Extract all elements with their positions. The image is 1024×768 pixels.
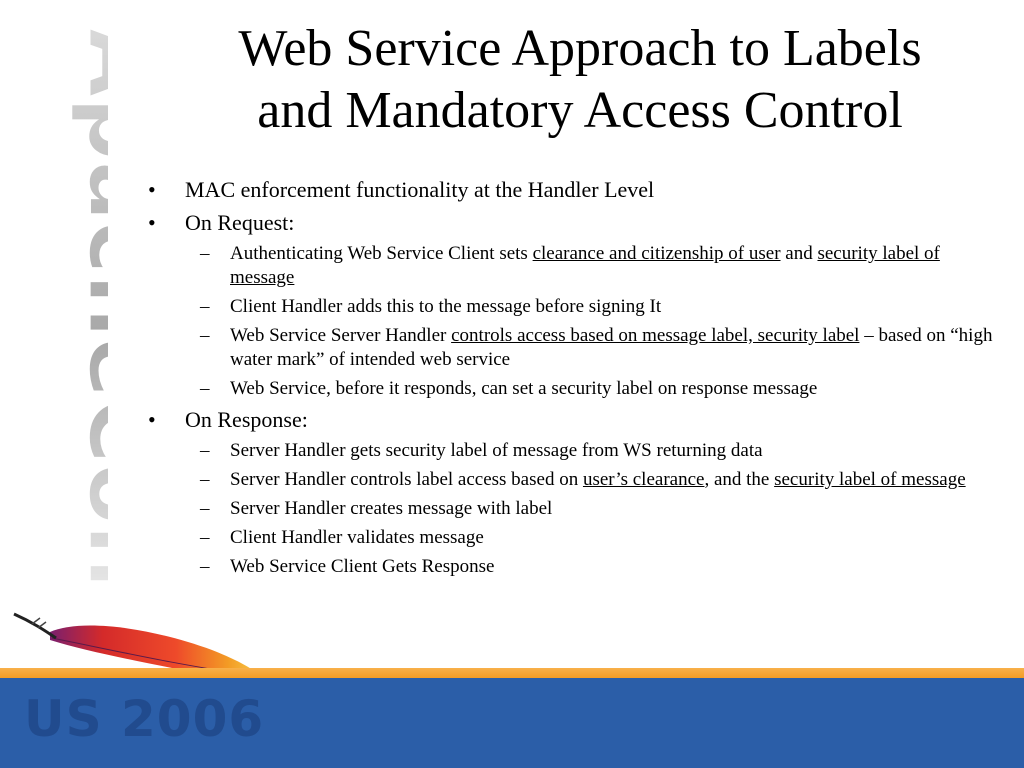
slide-title-line-2: and Mandatory Access Control: [257, 82, 903, 139]
apachecon-side-logo-graphic: [8, 20, 108, 600]
underlined-phrase: controls access based on message label, security label: [451, 325, 860, 346]
sub-bullet-text: Server Handler gets security label of message from WS returning data: [230, 440, 763, 461]
underlined-phrase: user’s clearance: [582, 469, 705, 490]
dash-mark: –: [200, 527, 210, 548]
side-logo-text: ApacheCon: [69, 28, 108, 581]
bullet-mark: •: [148, 210, 156, 235]
footer-orange-stripe: [0, 668, 1024, 678]
dash-mark: –: [200, 296, 210, 317]
bullet-item: [148, 406, 998, 433]
sub-bullet-item: [148, 324, 998, 372]
sub-bullet-item: [148, 555, 998, 579]
dash-mark: –: [200, 498, 210, 519]
sub-bullet-text: and: [780, 243, 818, 264]
bullet-item: [148, 176, 998, 203]
sub-bullet-text: Web Service, before it responds, can set a security label on response message: [230, 378, 818, 399]
apachecon-side-logo: [8, 20, 108, 600]
sub-bullet-text: Authenticating Web Service Client sets: [230, 243, 533, 264]
sub-bullet-text: Web Service Client Gets Response: [230, 556, 495, 577]
dash-mark: –: [200, 469, 210, 490]
bullet-text: On Request:: [185, 210, 295, 235]
sub-bullet-item: [148, 377, 998, 401]
slide-title: [150, 18, 1010, 142]
bullet-item: [148, 209, 998, 236]
underlined-phrase: security label of message: [230, 243, 940, 288]
sub-bullet-text: , and the: [704, 469, 775, 490]
sub-bullet-item: [148, 242, 998, 290]
sub-bullet-item: [148, 468, 998, 492]
slide-title-line-1: Web Service Approach to Labels: [238, 20, 922, 77]
sub-bullet-text: – based on “high water mark” of intended web service: [230, 325, 993, 370]
underlined-phrase: clearance and citizenship of user: [532, 243, 781, 264]
slide-content: [148, 176, 998, 584]
dash-mark: –: [200, 243, 210, 264]
footer-event-label: US 2006: [24, 690, 265, 748]
sub-bullet-text: Web Service Server Handler: [230, 325, 452, 346]
sub-bullet-text: Client Handler validates message: [230, 527, 484, 548]
underlined-phrase: security label of message: [774, 469, 966, 490]
dash-mark: –: [200, 378, 210, 399]
sub-bullet-item: [148, 497, 998, 521]
sub-bullet-item: [148, 526, 998, 550]
bullet-text: On Response:: [185, 407, 308, 432]
sub-bullet-item: [148, 439, 998, 463]
bullet-text: MAC enforcement functionality at the Handler Level: [185, 177, 655, 202]
dash-mark: –: [200, 556, 210, 577]
dash-mark: –: [200, 440, 210, 461]
bullet-mark: •: [148, 177, 156, 202]
bullet-mark: •: [148, 407, 156, 432]
sub-bullet-text: Client Handler adds this to the message before signing It: [230, 296, 662, 317]
sub-bullet-item: [148, 295, 998, 319]
sub-bullet-text: Server Handler controls label access based on: [230, 469, 583, 490]
sub-bullet-text: Server Handler creates message with label: [230, 498, 553, 519]
dash-mark: –: [200, 325, 210, 346]
